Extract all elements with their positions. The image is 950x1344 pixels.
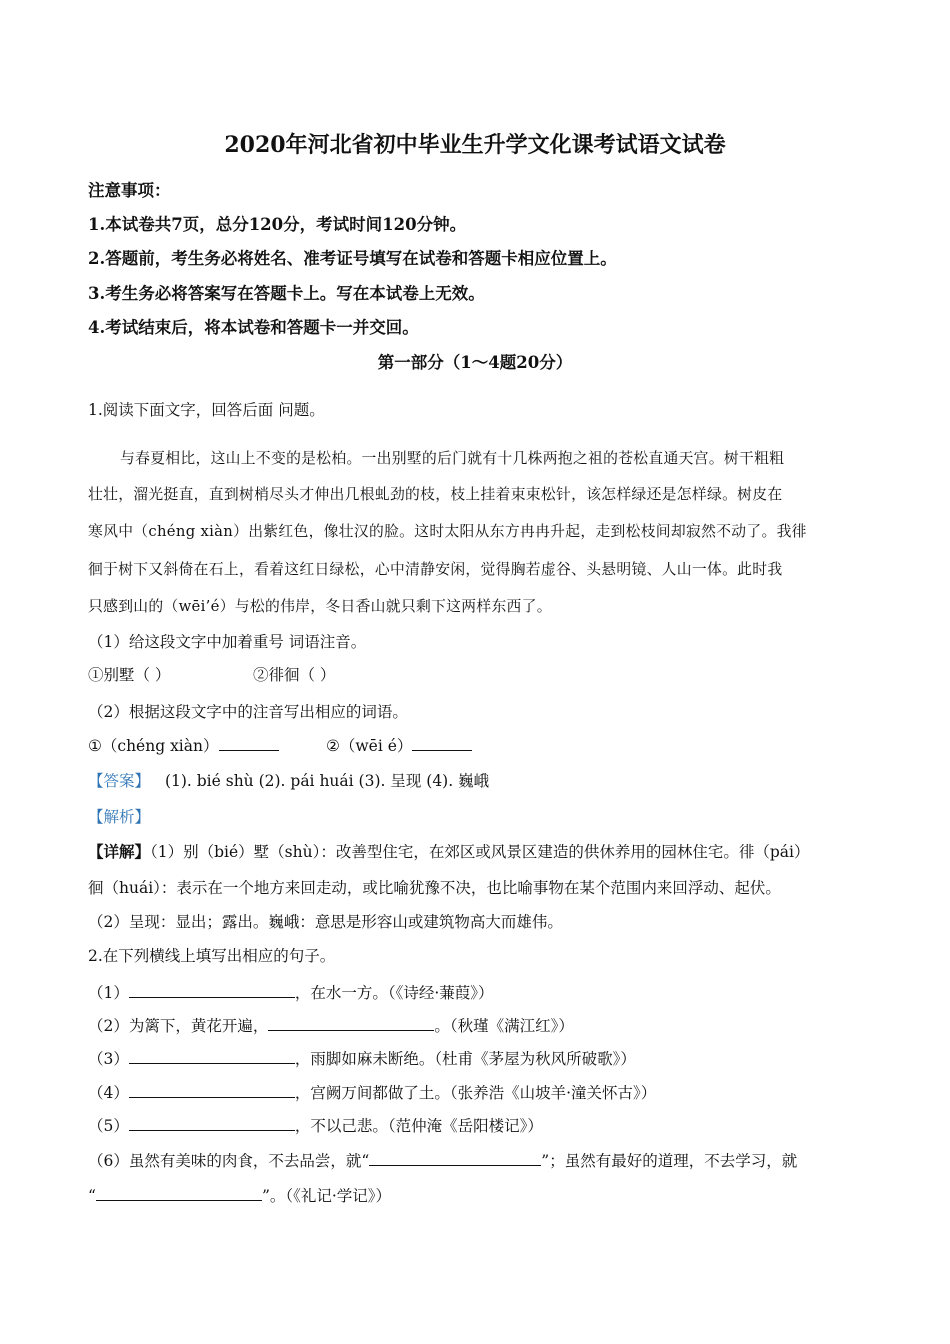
q2-item-1-pre: （1） [88,984,129,1002]
q1-answer [88,771,489,791]
q1-sub1: （1）给这段文字中加着重号 词语注音。 [88,633,367,651]
detail-line-2: 徊（huái）：表示在一个地方来回走动，或比喻犹豫不决，也比喻事物在某个范围内来回浮动、起伏。 [88,879,781,897]
blank-line [219,735,279,751]
q2-item-1-post: ，在水一方。（《诗经·蒹葭》） [294,984,494,1002]
blank-line [369,1150,541,1166]
passage-line-4: 徊于树下又斜倚在石上，看着这红日绿松，心中清静安闲，觉得胸若虚谷、头悬明镜、人山一体。此时我 [88,561,783,578]
detail-line-1 [88,842,809,862]
q2-item-4 [88,1082,656,1103]
q2-item-6-line2-post: ”。（《礼记·学记》） [261,1187,392,1205]
q2-item-2-post: 。（秋瑾《满江红》） [434,1017,574,1035]
q2-item-5 [88,1115,543,1136]
analysis-label: 【解析】 [88,808,151,826]
q2-stem: 2.在下列横线上填写出相应的句子。 [88,947,336,965]
q2-item-3-post: ，雨脚如麻未断绝。（杜甫《茅屋为秋风所破歌》） [294,1050,636,1068]
passage-line-1: 与春夏相比，这山上不变的是松柏。一出别墅的后门就有十几株两抱之祖的苍松直通天宫。树干粗粗 [120,450,785,467]
q2-item-6-line2 [88,1185,391,1206]
q1-sub2-item-a-label: ①（chéng xiàn） [88,737,219,755]
q1-sub2-item-b-label: ②（wēi é） [326,737,413,755]
blank-line [129,1115,295,1131]
blank-line [412,735,472,751]
q2-item-2-pre: （2）为篱下，黄花开遍， [88,1017,269,1035]
blank-line [268,1015,434,1031]
q1-stem: 1.阅读下面文字，回答后面 问题。 [88,401,325,419]
detail-label: 【详解】 [88,842,151,861]
q2-item-3 [88,1048,636,1069]
q2-item-6-line2-pre: “ [88,1187,96,1205]
answer-label: 【答案】 [88,772,151,790]
q1-sub1-item-a: ①别墅（ ） [88,666,171,684]
q1-sub2-item-a [88,735,279,756]
notice-item-3: 3.考生务必将答案写在答题卡上。写在本试卷上无效。 [88,284,485,303]
detail-line-3: （2）呈现：显出；露出。巍峨：意思是形容山或建筑物高大而雄伟。 [88,913,563,931]
q2-item-4-pre: （4） [88,1084,129,1102]
blank-line [129,1082,295,1098]
q2-item-6 [88,1150,797,1171]
answer-text: (1). bié shù (2). pái huái (3). 呈现 (4). 巍峨 [164,772,490,790]
blank-line [129,982,295,998]
q2-item-6-post: ”；虽然有最好的道理，不去学习，就 [541,1152,798,1170]
notice-heading: 注意事项： [88,181,171,200]
q1-sub2: （2）根据这段文字中的注音写出相应的词语。 [88,703,408,721]
notice-item-1: 1.本试卷共7页，总分120分，考试时间120分钟。 [88,215,467,234]
q1-sub1-item-b: ②徘徊（ ） [253,666,336,684]
q2-item-1 [88,982,494,1003]
notice-item-4: 4.考试结束后，将本试卷和答题卡一并交回。 [88,318,419,337]
page-title: 2020年河北省初中毕业生升学文化课考试语文试卷 [224,132,726,158]
detail-line-1-text: （1）别（bié）墅（shù）：改善型住宅，在郊区或风景区建造的供休养用的园林住宅。徘（pái） [150,843,810,861]
passage-line-2: 壮壮，溜光挺直，直到树梢尽头才伸出几根虬劲的枝，枝上挂着束束松针，该怎样绿还是怎样绿。树皮在 [88,486,783,503]
passage-line-3: 寒风中（chéng xiàn）出紫红色，像壮汉的脸。这时太阳从东方冉冉升起，走到松枝间却寂然不动了。我徘 [88,523,807,540]
q2-item-2 [88,1015,574,1036]
passage-line-5: 只感到山的（wēi’é）与松的伟岸，冬日香山就只剩下这两样东西了。 [88,598,552,615]
q1-sub2-item-b [326,735,472,756]
q2-item-5-pre: （5） [88,1117,129,1135]
q2-item-3-pre: （3） [88,1050,129,1068]
q2-item-6-pre: （6）虽然有美味的肉食，不去品尝，就“ [88,1152,370,1170]
notice-item-2: 2.答题前，考生务必将姓名、准考证号填写在试卷和答题卡相应位置上。 [88,249,617,268]
part-heading: 第一部分（1～4题20分） [377,353,573,372]
blank-line [96,1185,262,1201]
q2-item-4-post: ，宫阙万间都做了土。（张养浩《山坡羊·潼关怀古》） [294,1084,657,1102]
q2-item-5-post: ，不以己悲。（范仲淹《岳阳楼记》） [294,1117,543,1135]
blank-line [129,1048,295,1064]
